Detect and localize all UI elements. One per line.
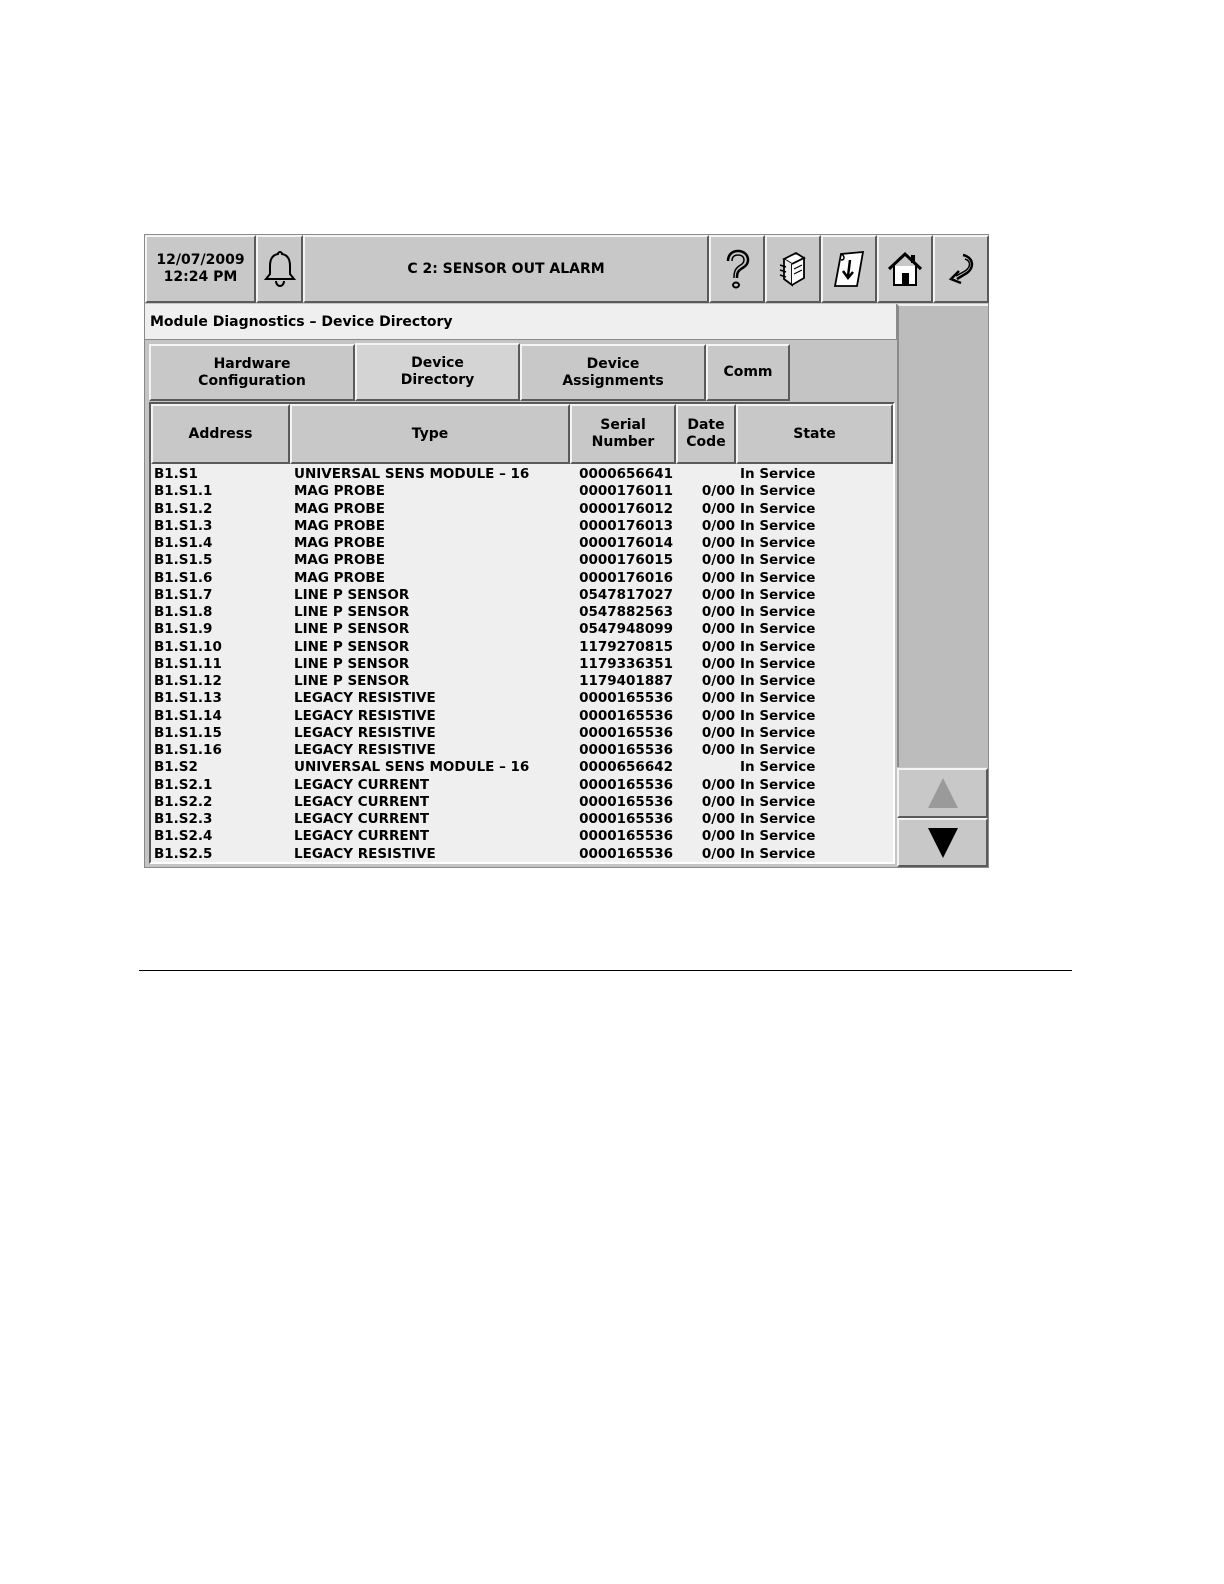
state-cell: In Service bbox=[740, 586, 816, 603]
table-row[interactable] bbox=[151, 708, 893, 725]
time-text: 12:24 PM bbox=[163, 269, 238, 285]
serial-number-cell: 0000176016 bbox=[579, 569, 673, 586]
serial-number-cell: 0000165536 bbox=[579, 742, 673, 758]
state-cell: In Service bbox=[740, 483, 816, 500]
serial-number-cell: 0000176012 bbox=[579, 500, 673, 517]
serial-number-cell: 0000656641 bbox=[579, 466, 673, 482]
page-title: Module Diagnostics – Device Directory bbox=[145, 304, 897, 340]
print-icon bbox=[776, 249, 810, 289]
date-code-cell: 0/00 bbox=[701, 569, 735, 586]
tab-label: Device Directory bbox=[400, 355, 475, 388]
date-code-cell: 0/00 bbox=[701, 483, 735, 500]
type-cell: LEGACY CURRENT bbox=[294, 793, 430, 810]
table-row[interactable] bbox=[151, 570, 893, 587]
bell-icon bbox=[262, 249, 298, 289]
type-cell: MAG PROBE bbox=[294, 483, 385, 500]
serial-number-cell: 0000176011 bbox=[579, 483, 673, 500]
address-cell: B1.S1 bbox=[154, 466, 198, 482]
tab-device-directory[interactable] bbox=[355, 343, 520, 401]
serial-number-cell: 0547882563 bbox=[579, 604, 673, 620]
type-cell: MAG PROBE bbox=[294, 552, 385, 569]
table-row[interactable] bbox=[151, 501, 893, 518]
state-cell: In Service bbox=[740, 707, 816, 724]
serial-number-cell: 0000165536 bbox=[579, 707, 673, 724]
serial-number-cell: 0000176013 bbox=[579, 517, 673, 534]
state-cell: In Service bbox=[740, 724, 816, 741]
type-cell: MAG PROBE bbox=[294, 535, 385, 551]
address-cell: B1.S1.9 bbox=[154, 621, 213, 638]
address-cell: B1.S1.12 bbox=[154, 673, 222, 689]
address-cell: B1.S1.8 bbox=[154, 604, 213, 620]
address-cell: B1.S1.14 bbox=[154, 707, 222, 724]
type-cell: LINE P SENSOR bbox=[294, 673, 410, 689]
table-row[interactable] bbox=[151, 846, 893, 863]
alarm-banner[interactable] bbox=[303, 235, 709, 303]
address-cell: B1.S2.4 bbox=[154, 828, 213, 845]
type-cell: MAG PROBE bbox=[294, 517, 385, 534]
serial-number-cell: 1179336351 bbox=[579, 655, 673, 672]
state-cell: In Service bbox=[740, 500, 816, 517]
column-header-type: Type bbox=[290, 404, 570, 464]
type-cell: LEGACY RESISTIVE bbox=[294, 742, 436, 758]
date-code-cell: 0/00 bbox=[701, 517, 735, 534]
date-code-cell: 0/00 bbox=[701, 638, 735, 655]
date-code-cell: 0/00 bbox=[701, 707, 735, 724]
type-cell: LINE P SENSOR bbox=[294, 655, 410, 672]
type-cell: MAG PROBE bbox=[294, 569, 385, 586]
state-cell: In Service bbox=[740, 569, 816, 586]
state-cell: In Service bbox=[740, 673, 816, 689]
alarm-text: C 2: SENSOR OUT ALARM bbox=[407, 260, 605, 277]
date-code-cell: 0/00 bbox=[701, 500, 735, 517]
datetime-display bbox=[145, 235, 256, 303]
alarm-bell-button[interactable] bbox=[256, 235, 303, 303]
table-row[interactable] bbox=[151, 483, 893, 500]
table-body bbox=[151, 466, 893, 863]
tab-comm[interactable] bbox=[706, 344, 790, 401]
table-row[interactable] bbox=[151, 725, 893, 742]
tab-label: Hardware Configuration bbox=[198, 355, 306, 389]
type-cell: LEGACY CURRENT bbox=[294, 776, 430, 793]
type-cell: LEGACY CURRENT bbox=[294, 811, 430, 827]
address-cell: B1.S2.3 bbox=[154, 811, 213, 827]
date-code-cell: 0/00 bbox=[701, 552, 735, 569]
table-row[interactable] bbox=[151, 466, 893, 483]
table-row[interactable] bbox=[151, 604, 893, 621]
address-cell: B1.S2 bbox=[154, 759, 198, 776]
serial-number-cell: 0000165536 bbox=[579, 724, 673, 741]
address-cell: B1.S1.1 bbox=[154, 483, 213, 500]
address-cell: B1.S1.5 bbox=[154, 552, 213, 569]
date-code-cell: 0/00 bbox=[701, 604, 735, 620]
type-cell: UNIVERSAL SENS MODULE – 16 bbox=[294, 759, 530, 776]
date-code-cell: 0/00 bbox=[701, 724, 735, 741]
table-row[interactable] bbox=[151, 587, 893, 604]
help-button[interactable] bbox=[709, 235, 765, 303]
state-cell: In Service bbox=[740, 466, 816, 482]
serial-number-cell: 1179270815 bbox=[579, 638, 673, 655]
table-row[interactable] bbox=[151, 759, 893, 776]
date-code-cell: 0/00 bbox=[701, 586, 735, 603]
date-code-cell: 0/00 bbox=[701, 535, 735, 551]
table-row[interactable] bbox=[151, 535, 893, 552]
address-cell: B1.S1.15 bbox=[154, 724, 222, 741]
report-button[interactable] bbox=[821, 235, 877, 303]
tab-device-assignments[interactable] bbox=[520, 344, 706, 401]
state-cell: In Service bbox=[740, 535, 816, 551]
table-row[interactable] bbox=[151, 673, 893, 690]
state-cell: In Service bbox=[740, 655, 816, 672]
type-cell: LEGACY RESISTIVE bbox=[294, 845, 436, 862]
home-icon bbox=[886, 249, 924, 289]
column-header-address: Address bbox=[151, 404, 290, 464]
serial-number-cell: 0000165536 bbox=[579, 828, 673, 845]
address-cell: B1.S1.3 bbox=[154, 517, 213, 534]
table-row[interactable] bbox=[151, 794, 893, 811]
date-code-cell: 0/00 bbox=[701, 776, 735, 793]
state-cell: In Service bbox=[740, 621, 816, 638]
report-icon bbox=[831, 248, 867, 290]
table-row[interactable] bbox=[151, 777, 893, 794]
state-cell: In Service bbox=[740, 604, 816, 620]
date-code-cell: 0/00 bbox=[701, 793, 735, 810]
serial-number-cell: 0000165536 bbox=[579, 845, 673, 862]
type-cell: LEGACY CURRENT bbox=[294, 828, 430, 845]
address-cell: B1.S2.1 bbox=[154, 776, 213, 793]
state-cell: In Service bbox=[740, 793, 816, 810]
address-cell: B1.S2.2 bbox=[154, 793, 213, 810]
address-cell: B1.S1.13 bbox=[154, 690, 222, 707]
state-cell: In Service bbox=[740, 828, 816, 845]
page-divider bbox=[139, 970, 1072, 971]
type-cell: LEGACY RESISTIVE bbox=[294, 724, 436, 741]
date-code-cell: 0/00 bbox=[701, 811, 735, 827]
scroll-panel bbox=[897, 304, 988, 767]
state-cell: In Service bbox=[740, 638, 816, 655]
table-row[interactable] bbox=[151, 742, 893, 759]
serial-number-cell: 0000165536 bbox=[579, 776, 673, 793]
date-code-cell: 0/00 bbox=[701, 742, 735, 758]
serial-number-cell: 0000176015 bbox=[579, 552, 673, 569]
date-code-cell: 0/00 bbox=[701, 828, 735, 845]
date-code-cell: 0/00 bbox=[701, 845, 735, 862]
type-cell: UNIVERSAL SENS MODULE – 16 bbox=[294, 466, 530, 482]
address-cell: B1.S1.2 bbox=[154, 500, 213, 517]
state-cell: In Service bbox=[740, 517, 816, 534]
state-cell: In Service bbox=[740, 552, 816, 569]
tab-strip-filler bbox=[790, 345, 897, 401]
scroll-down-button[interactable] bbox=[897, 818, 988, 867]
serial-number-cell: 0547948099 bbox=[579, 621, 673, 638]
serial-number-cell: 0000165536 bbox=[579, 793, 673, 810]
address-cell: B1.S2.5 bbox=[154, 845, 213, 862]
column-header-state: State bbox=[736, 404, 893, 464]
tab-hardware-configuration[interactable] bbox=[149, 344, 355, 401]
help-icon bbox=[720, 248, 754, 290]
table-row[interactable] bbox=[151, 621, 893, 638]
back-icon bbox=[943, 249, 979, 289]
table-row[interactable] bbox=[151, 656, 893, 673]
state-cell: In Service bbox=[740, 776, 816, 793]
date-text: 12/07/2009 bbox=[156, 252, 245, 268]
date-code-cell: 0/00 bbox=[701, 655, 735, 672]
table-row[interactable] bbox=[151, 518, 893, 535]
serial-number-cell: 1179401887 bbox=[579, 673, 673, 689]
table-row[interactable] bbox=[151, 639, 893, 656]
address-cell: B1.S1.11 bbox=[154, 655, 222, 672]
device-table bbox=[149, 402, 895, 864]
state-cell: In Service bbox=[740, 811, 816, 827]
serial-number-cell: 0000165536 bbox=[579, 811, 673, 827]
state-cell: In Service bbox=[740, 759, 816, 776]
state-cell: In Service bbox=[740, 742, 816, 758]
address-cell: B1.S1.7 bbox=[154, 586, 213, 603]
arrow-down-icon bbox=[926, 826, 960, 860]
address-cell: B1.S1.6 bbox=[154, 569, 213, 586]
table-row[interactable] bbox=[151, 552, 893, 569]
type-cell: LINE P SENSOR bbox=[294, 638, 410, 655]
address-cell: B1.S1.10 bbox=[154, 638, 222, 655]
date-code-cell: 0/00 bbox=[701, 621, 735, 638]
serial-number-cell: 0000656642 bbox=[579, 759, 673, 776]
scroll-up-button[interactable] bbox=[897, 768, 988, 818]
tab-label: Device Assignments bbox=[562, 355, 664, 389]
address-cell: B1.S1.16 bbox=[154, 742, 222, 758]
serial-number-cell: 0000176014 bbox=[579, 535, 673, 551]
serial-number-cell: 0547817027 bbox=[579, 586, 673, 603]
print-button[interactable] bbox=[765, 235, 821, 303]
arrow-up-icon bbox=[926, 776, 960, 810]
state-cell: In Service bbox=[740, 690, 816, 707]
table-row[interactable] bbox=[151, 828, 893, 845]
table-row[interactable] bbox=[151, 811, 893, 828]
type-cell: LEGACY RESISTIVE bbox=[294, 690, 436, 707]
column-header-date-code: Date Code bbox=[676, 404, 736, 464]
type-cell: LINE P SENSOR bbox=[294, 604, 410, 620]
type-cell: MAG PROBE bbox=[294, 500, 385, 517]
type-cell: LINE P SENSOR bbox=[294, 586, 410, 603]
state-cell: In Service bbox=[740, 845, 816, 862]
home-button[interactable] bbox=[877, 235, 933, 303]
type-cell: LEGACY RESISTIVE bbox=[294, 707, 436, 724]
date-code-cell: 0/00 bbox=[701, 690, 735, 707]
back-button[interactable] bbox=[933, 235, 989, 303]
tab-label: Comm bbox=[723, 364, 773, 380]
date-code-cell: 0/00 bbox=[701, 673, 735, 689]
column-header-serial-number: Serial Number bbox=[570, 404, 676, 464]
serial-number-cell: 0000165536 bbox=[579, 690, 673, 707]
table-header bbox=[151, 404, 893, 464]
address-cell: B1.S1.4 bbox=[154, 535, 213, 551]
type-cell: LINE P SENSOR bbox=[294, 621, 410, 638]
device-directory-screen bbox=[144, 234, 989, 868]
table-row[interactable] bbox=[151, 690, 893, 707]
